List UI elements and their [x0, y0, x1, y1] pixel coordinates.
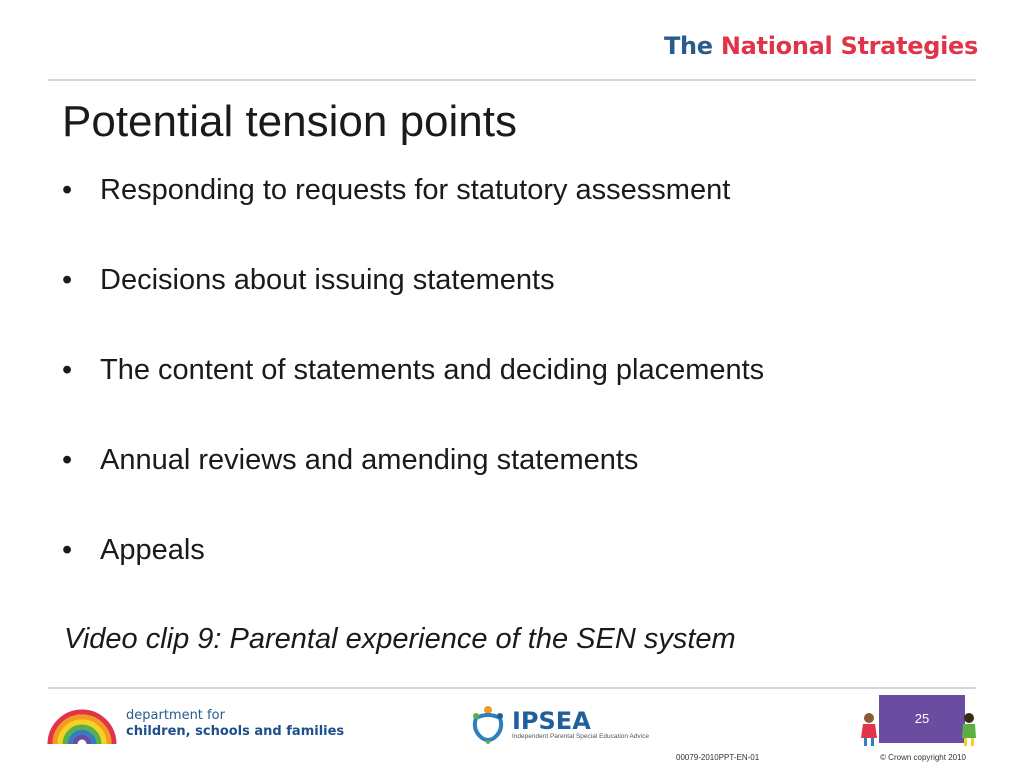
bullet-item: • Responding to requests for statutory assessment: [62, 163, 764, 253]
dcsf-line1: department for: [126, 708, 225, 723]
bullet-item: • The content of statements and deciding placements: [62, 343, 764, 433]
slide-title: Potential tension points: [62, 97, 517, 146]
bullet-item: • Decisions about issuing statements: [62, 253, 764, 343]
ipsea-figures-icon: [470, 704, 506, 744]
slide-number: 25: [879, 695, 965, 743]
child-figure-icon: [958, 712, 980, 748]
brand-prefix: The: [663, 32, 713, 60]
video-clip-caption: Video clip 9: Parental experience of the SEN system: [64, 623, 736, 655]
footer-divider: [48, 687, 976, 689]
ipsea-logo: [470, 704, 649, 744]
brand-name: National Strategies: [720, 32, 978, 60]
rainbow-icon: [46, 704, 118, 744]
bullet-item: • Appeals: [62, 523, 764, 613]
dcsf-line2: children, schools and families: [126, 724, 345, 739]
ipsea-name: IPSEA: [512, 706, 591, 735]
document-reference: 00079-2010PPT-EN-01: [676, 753, 760, 762]
bullet-list: [62, 163, 764, 613]
bullet-item: • Annual reviews and amending statements: [62, 433, 764, 523]
header-divider: [48, 79, 976, 81]
ipsea-tagline: Independent Parental Special Education Advice: [512, 732, 649, 740]
child-figure-icon: [858, 712, 880, 748]
national-strategies-logo: [664, 32, 978, 60]
copyright-notice: © Crown copyright 2010: [880, 753, 966, 762]
dcsf-logo: [46, 704, 344, 744]
